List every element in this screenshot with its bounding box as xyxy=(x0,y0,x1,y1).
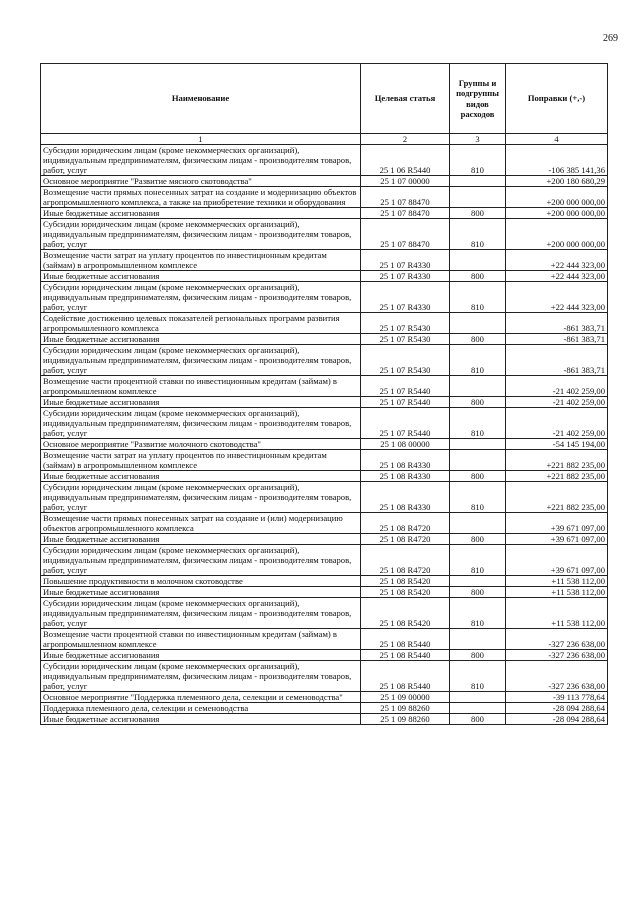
table-row xyxy=(41,271,608,282)
row-name-cell: Иные бюджетные ассигнования xyxy=(41,208,361,219)
row-amendment-cell: +200 000 000,00 xyxy=(506,208,608,219)
table-row xyxy=(41,587,608,598)
row-amendment-cell: +22 444 323,00 xyxy=(506,282,608,313)
row-amendment-cell: +221 882 235,00 xyxy=(506,482,608,513)
table-row xyxy=(41,471,608,482)
row-target-article-cell: 25 1 08 R4330 xyxy=(361,450,450,471)
header-target-article: Целевая статья xyxy=(361,64,450,134)
row-target-article-cell: 25 1 08 R4720 xyxy=(361,534,450,545)
row-amendment-cell: +221 882 235,00 xyxy=(506,450,608,471)
row-expense-group-cell: 800 xyxy=(450,650,506,661)
row-expense-group-cell: 810 xyxy=(450,482,506,513)
column-number: 3 xyxy=(450,134,506,145)
table-row xyxy=(41,187,608,208)
row-name-cell: Содействие достижению целевых показателей региональных программ развития агропромышленного комплекса xyxy=(41,313,361,334)
row-name-cell: Основное мероприятие "Развитие молочного скотоводства" xyxy=(41,439,361,450)
row-expense-group-cell: 810 xyxy=(450,408,506,439)
table-row xyxy=(41,208,608,219)
row-expense-group-cell xyxy=(450,250,506,271)
table-row xyxy=(41,219,608,250)
row-target-article-cell: 25 1 07 R4330 xyxy=(361,271,450,282)
row-expense-group-cell: 810 xyxy=(450,282,506,313)
row-amendment-cell: -28 094 288,64 xyxy=(506,703,608,714)
row-name-cell: Возмещение части затрат на уплату процентов по инвестиционным кредитам (займам) в агропромышленном комплексе xyxy=(41,250,361,271)
row-amendment-cell: -861 383,71 xyxy=(506,313,608,334)
table-row xyxy=(41,576,608,587)
row-expense-group-cell: 810 xyxy=(450,661,506,692)
table-row xyxy=(41,482,608,513)
row-name-cell: Иные бюджетные ассигнования xyxy=(41,271,361,282)
row-target-article-cell: 25 1 08 R4720 xyxy=(361,545,450,576)
row-target-article-cell: 25 1 08 R5420 xyxy=(361,598,450,629)
row-expense-group-cell: 800 xyxy=(450,208,506,219)
row-target-article-cell: 25 1 08 R5420 xyxy=(361,576,450,587)
row-amendment-cell: -327 236 638,00 xyxy=(506,661,608,692)
row-name-cell: Субсидии юридическим лицам (кроме некоммерческих организаций), индивидуальным предпринимателям, физическим лицам - производителям товаров, работ, услуг xyxy=(41,219,361,250)
row-expense-group-cell xyxy=(450,439,506,450)
table-row xyxy=(41,439,608,450)
row-expense-group-cell: 810 xyxy=(450,345,506,376)
row-target-article-cell: 25 1 07 R5430 xyxy=(361,345,450,376)
row-name-cell: Субсидии юридическим лицам (кроме некоммерческих организаций), индивидуальным предпринимателям, физическим лицам - производителям товаров, работ, услуг xyxy=(41,282,361,313)
row-target-article-cell: 25 1 08 R5440 xyxy=(361,650,450,661)
row-name-cell: Иные бюджетные ассигнования xyxy=(41,397,361,408)
row-target-article-cell: 25 1 07 88470 xyxy=(361,219,450,250)
row-expense-group-cell: 800 xyxy=(450,587,506,598)
column-number: 1 xyxy=(41,134,361,145)
row-expense-group-cell: 800 xyxy=(450,334,506,345)
table-row xyxy=(41,450,608,471)
table-row xyxy=(41,176,608,187)
row-name-cell: Возмещение части прямых понесенных затрат на создание и (или) модернизацию объектов агропромышленного комплекса xyxy=(41,513,361,534)
row-expense-group-cell: 810 xyxy=(450,545,506,576)
table-row xyxy=(41,629,608,650)
table-row xyxy=(41,513,608,534)
row-amendment-cell: -861 383,71 xyxy=(506,345,608,376)
row-amendment-cell: -106 385 141,36 xyxy=(506,145,608,176)
table-row xyxy=(41,650,608,661)
row-expense-group-cell xyxy=(450,376,506,397)
row-name-cell: Иные бюджетные ассигнования xyxy=(41,534,361,545)
row-amendment-cell: +22 444 323,00 xyxy=(506,271,608,282)
table-row xyxy=(41,545,608,576)
column-number: 2 xyxy=(361,134,450,145)
row-name-cell: Возмещение части процентной ставки по инвестиционным кредитам (займам) в агропромышленном комплексе xyxy=(41,376,361,397)
row-amendment-cell: -39 113 778,64 xyxy=(506,692,608,703)
table-row xyxy=(41,661,608,692)
row-amendment-cell: +39 671 097,00 xyxy=(506,545,608,576)
row-name-cell: Возмещение части затрат на уплату процентов по инвестиционным кредитам (займам) в агропромышленном комплексе xyxy=(41,450,361,471)
row-expense-group-cell xyxy=(450,576,506,587)
row-name-cell: Основное мероприятие "Поддержка племенного дела, селекции и семеноводства" xyxy=(41,692,361,703)
row-target-article-cell: 25 1 08 R4720 xyxy=(361,513,450,534)
row-target-article-cell: 25 1 07 R4330 xyxy=(361,250,450,271)
header-amendments: Поправки (+,-) xyxy=(506,64,608,134)
row-target-article-cell: 25 1 07 R4330 xyxy=(361,282,450,313)
row-name-cell: Основное мероприятие "Развитие мясного скотоводства" xyxy=(41,176,361,187)
row-amendment-cell: -21 402 259,00 xyxy=(506,376,608,397)
row-name-cell: Иные бюджетные ассигнования xyxy=(41,650,361,661)
table-row xyxy=(41,692,608,703)
row-amendment-cell: +22 444 323,00 xyxy=(506,250,608,271)
row-target-article-cell: 25 1 08 R5440 xyxy=(361,629,450,650)
row-amendment-cell: -21 402 259,00 xyxy=(506,397,608,408)
table-row xyxy=(41,250,608,271)
row-expense-group-cell xyxy=(450,703,506,714)
table-row xyxy=(41,334,608,345)
row-target-article-cell: 25 1 07 R5440 xyxy=(361,376,450,397)
row-expense-group-cell xyxy=(450,313,506,334)
row-name-cell: Повышение продуктивности в молочном скотоводстве xyxy=(41,576,361,587)
row-expense-group-cell: 800 xyxy=(450,271,506,282)
row-amendment-cell: +200 000 000,00 xyxy=(506,219,608,250)
row-name-cell: Иные бюджетные ассигнования xyxy=(41,471,361,482)
table-row xyxy=(41,313,608,334)
row-expense-group-cell xyxy=(450,187,506,208)
row-expense-group-cell: 800 xyxy=(450,534,506,545)
column-number-row xyxy=(41,134,608,145)
row-name-cell: Субсидии юридическим лицам (кроме некоммерческих организаций), индивидуальным предпринимателям, физическим лицам - производителям товаров, работ, услуг xyxy=(41,345,361,376)
row-name-cell: Поддержка племенного дела, селекции и семеноводства xyxy=(41,703,361,714)
row-target-article-cell: 25 1 09 00000 xyxy=(361,692,450,703)
row-target-article-cell: 25 1 08 R5440 xyxy=(361,661,450,692)
row-amendment-cell: +39 671 097,00 xyxy=(506,513,608,534)
row-amendment-cell: +200 180 680,29 xyxy=(506,176,608,187)
row-name-cell: Иные бюджетные ассигнования xyxy=(41,714,361,725)
row-name-cell: Иные бюджетные ассигнования xyxy=(41,587,361,598)
row-amendment-cell: +39 671 097,00 xyxy=(506,534,608,545)
row-amendment-cell: +11 538 112,00 xyxy=(506,587,608,598)
row-target-article-cell: 25 1 06 R5440 xyxy=(361,145,450,176)
row-target-article-cell: 25 1 08 R5420 xyxy=(361,587,450,598)
row-expense-group-cell xyxy=(450,692,506,703)
row-expense-group-cell: 810 xyxy=(450,145,506,176)
table-body xyxy=(41,145,608,725)
header-name: Наименование xyxy=(41,64,361,134)
table-row xyxy=(41,534,608,545)
row-expense-group-cell: 800 xyxy=(450,714,506,725)
table-row xyxy=(41,282,608,313)
row-amendment-cell: -54 145 194,00 xyxy=(506,439,608,450)
row-name-cell: Субсидии юридическим лицам (кроме некоммерческих организаций), индивидуальным предпринимателям, физическим лицам - производителям товаров, работ, услуг xyxy=(41,598,361,629)
row-amendment-cell: -327 236 638,00 xyxy=(506,650,608,661)
row-target-article-cell: 25 1 09 88260 xyxy=(361,714,450,725)
table-row xyxy=(41,376,608,397)
row-expense-group-cell: 800 xyxy=(450,397,506,408)
budget-amendments-table xyxy=(40,63,608,725)
row-name-cell: Субсидии юридическим лицам (кроме некоммерческих организаций), индивидуальным предпринимателям, физическим лицам - производителям товаров, работ, услуг xyxy=(41,545,361,576)
row-amendment-cell: -28 094 288,64 xyxy=(506,714,608,725)
row-name-cell: Субсидии юридическим лицам (кроме некоммерческих организаций), индивидуальным предпринимателям, физическим лицам - производителям товаров, работ, услуг xyxy=(41,145,361,176)
row-target-article-cell: 25 1 09 88260 xyxy=(361,703,450,714)
row-target-article-cell: 25 1 08 R4330 xyxy=(361,471,450,482)
header-expense-groups: Группы и подгруппы видов расходов xyxy=(450,64,506,134)
row-expense-group-cell xyxy=(450,513,506,534)
table-row xyxy=(41,703,608,714)
row-target-article-cell: 25 1 07 R5440 xyxy=(361,397,450,408)
row-target-article-cell: 25 1 07 00000 xyxy=(361,176,450,187)
page-number: 269 xyxy=(603,33,618,44)
row-amendment-cell: +11 538 112,00 xyxy=(506,598,608,629)
row-name-cell: Субсидии юридическим лицам (кроме некоммерческих организаций), индивидуальным предпринимателям, физическим лицам - производителям товаров, работ, услуг xyxy=(41,408,361,439)
row-amendment-cell: +221 882 235,00 xyxy=(506,471,608,482)
table-row xyxy=(41,408,608,439)
row-expense-group-cell: 810 xyxy=(450,598,506,629)
row-target-article-cell: 25 1 08 00000 xyxy=(361,439,450,450)
row-amendment-cell: -861 383,71 xyxy=(506,334,608,345)
table-row xyxy=(41,598,608,629)
row-expense-group-cell xyxy=(450,629,506,650)
row-expense-group-cell: 810 xyxy=(450,219,506,250)
column-number: 4 xyxy=(506,134,608,145)
row-amendment-cell: +200 000 000,00 xyxy=(506,187,608,208)
row-expense-group-cell xyxy=(450,176,506,187)
row-target-article-cell: 25 1 08 R4330 xyxy=(361,482,450,513)
row-amendment-cell: -327 236 638,00 xyxy=(506,629,608,650)
row-expense-group-cell xyxy=(450,450,506,471)
row-target-article-cell: 25 1 07 88470 xyxy=(361,187,450,208)
row-name-cell: Возмещение части прямых понесенных затрат на создание и модернизацию объектов агропромышленного комплекса, а также на приобретение техники и оборудования xyxy=(41,187,361,208)
row-name-cell: Субсидии юридическим лицам (кроме некоммерческих организаций), индивидуальным предпринимателям, физическим лицам - производителям товаров, работ, услуг xyxy=(41,661,361,692)
table-row xyxy=(41,145,608,176)
row-target-article-cell: 25 1 07 R5440 xyxy=(361,408,450,439)
row-amendment-cell: -21 402 259,00 xyxy=(506,408,608,439)
row-target-article-cell: 25 1 07 R5430 xyxy=(361,334,450,345)
row-name-cell: Возмещение части процентной ставки по инвестиционным кредитам (займам) в агропромышленном комплексе xyxy=(41,629,361,650)
row-name-cell: Субсидии юридическим лицам (кроме некоммерческих организаций), индивидуальным предпринимателям, физическим лицам - производителям товаров, работ, услуг xyxy=(41,482,361,513)
row-target-article-cell: 25 1 07 R5430 xyxy=(361,313,450,334)
table-row xyxy=(41,345,608,376)
table-row xyxy=(41,397,608,408)
table-row xyxy=(41,714,608,725)
table-header-row xyxy=(41,64,608,134)
row-amendment-cell: +11 538 112,00 xyxy=(506,576,608,587)
row-expense-group-cell: 800 xyxy=(450,471,506,482)
row-name-cell: Иные бюджетные ассигнования xyxy=(41,334,361,345)
row-target-article-cell: 25 1 07 88470 xyxy=(361,208,450,219)
